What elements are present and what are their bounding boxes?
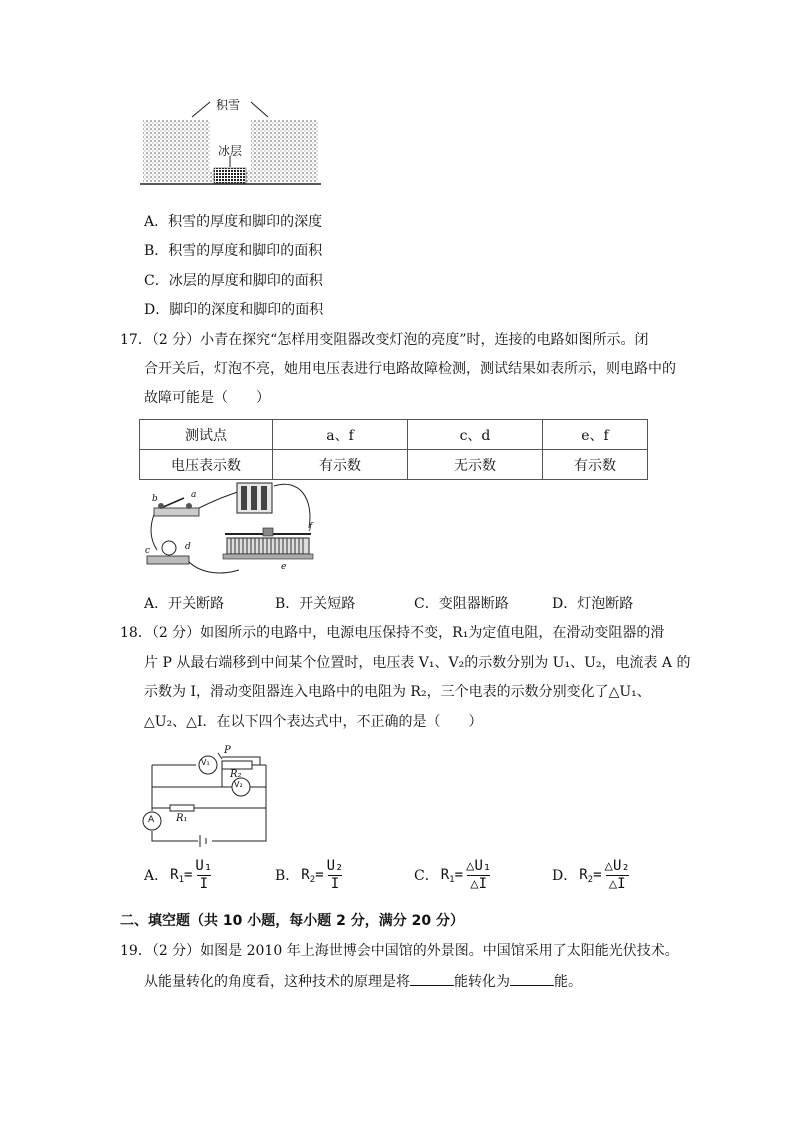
point-d-label: d [185,542,191,552]
q19-line-1: 19．（2 分）如图是 2010 年上海世博会中国馆的外景图。中国馆采用了太阳能光伏技术。 [120,943,679,959]
q16-option-a: A．积雪的厚度和脚印的深度 [144,214,323,230]
formula-lhs: $R_1=$ [440,866,464,885]
r2-label: R₂ [230,769,242,780]
table-cell: a、f [273,420,408,450]
point-f-label: f [309,522,313,532]
ice-label: 冰层 [218,144,243,158]
q16-option-b: B．积雪的厚度和脚印的面积 [144,243,323,259]
q17-line-1: 17．（2 分）小青在探究“怎样用变阻器改变灯泡的亮度”时，连接的电路如图所示。闭 [120,332,649,348]
q17-option-b: B．开关短路 [275,596,356,612]
table-cell: c、d [408,420,543,450]
q17-option-a: A．开关断路 [144,596,225,612]
test-point-table [139,419,648,480]
formula-fraction: $\frac{\text{△U₁}}{\triangle I}$ [466,858,492,892]
table-cell: 电压表示数 [140,450,273,480]
table-cell: 无示数 [408,450,543,480]
table-cell: 有示数 [543,450,648,480]
table-cell: 测试点 [140,420,273,450]
q18-option-a [144,858,215,893]
formula-lhs: $R_2=$ [301,866,324,885]
q17-option-c: C．变阻器断路 [414,596,509,612]
q18-line-4: △U₂、△I．在以下四个表达式中，不正确的是（ ） [144,714,483,730]
option-letter: C． [414,867,439,884]
slider-p-label: P [224,745,231,756]
answer-blank[interactable] [410,971,454,986]
option-letter: B． [275,867,300,884]
q18-option-c [414,858,494,893]
formula-lhs: $R_2=$ [579,866,602,885]
table-cell: e、f [543,420,648,450]
q19-text-part: 能。 [554,974,582,990]
r1-label: R₁ [176,813,188,824]
snow-footprint-figure [138,92,323,192]
v2-meter-label: V₂ [234,780,243,789]
q17-circuit-figure [139,478,319,580]
point-b-label: b [152,494,158,504]
q17-line-3: 故障可能是（ ） [144,390,270,406]
table-cell: 有示数 [273,450,408,480]
point-a-label: a [191,490,197,500]
section-title: 二、填空题（共 10 小题，每小题 2 分，满分 20 分） [120,913,464,929]
ammeter-label: A [148,815,155,825]
point-c-label: c [145,546,151,556]
option-letter: A． [144,867,169,884]
answer-blank[interactable] [510,971,554,986]
q18-line-3: 示数为 I，滑动变阻器连入电路中的电阻为 R₂，三个电表的示数分别变化了△U₁、 [144,684,651,700]
q18-circuit-diagram [138,745,273,847]
q19-line-2 [144,971,582,992]
formula-lhs: $R_1=$ [170,866,193,885]
point-e-label: e [281,562,287,572]
q19-text-part: 能转化为 [454,974,510,990]
q16-option-c: C．冰层的厚度和脚印的面积 [144,273,323,289]
formula-fraction: $\frac{\text{U₂}}{I}$ [326,858,344,892]
q18-option-d [552,858,633,893]
q18-line-1: 18．（2 分）如图所示的电路中，电源电压保持不变，R₁为定值电阻，在滑动变阻器的滑 [120,625,665,641]
q18-option-b [275,858,346,893]
formula-fraction: $\frac{\text{U₁}}{I}$ [195,858,213,892]
table-row [140,420,648,450]
option-letter: D． [552,867,578,884]
v1-meter-label: V₁ [201,758,210,767]
q19-text-part: 从能量转化的角度看，这种技术的原理是将 [144,974,410,990]
q17-line-2: 合开关后，灯泡不亮，她用电压表进行电路故障检测，测试结果如表所示，则电路中的 [144,361,676,377]
snow-label: 积雪 [216,98,241,112]
table-row [140,450,648,480]
q17-option-d: D．灯泡断路 [552,596,634,612]
q18-line-2: 片 P 从最右端移到中间某个位置时，电压表 V₁、V₂的示数分别为 U₁、U₂，电流表 A 的 [144,655,691,671]
formula-fraction: $\frac{\text{△U₂}}{\triangle I}$ [604,858,630,892]
q16-option-d: D．脚印的深度和脚印的面积 [144,302,324,318]
